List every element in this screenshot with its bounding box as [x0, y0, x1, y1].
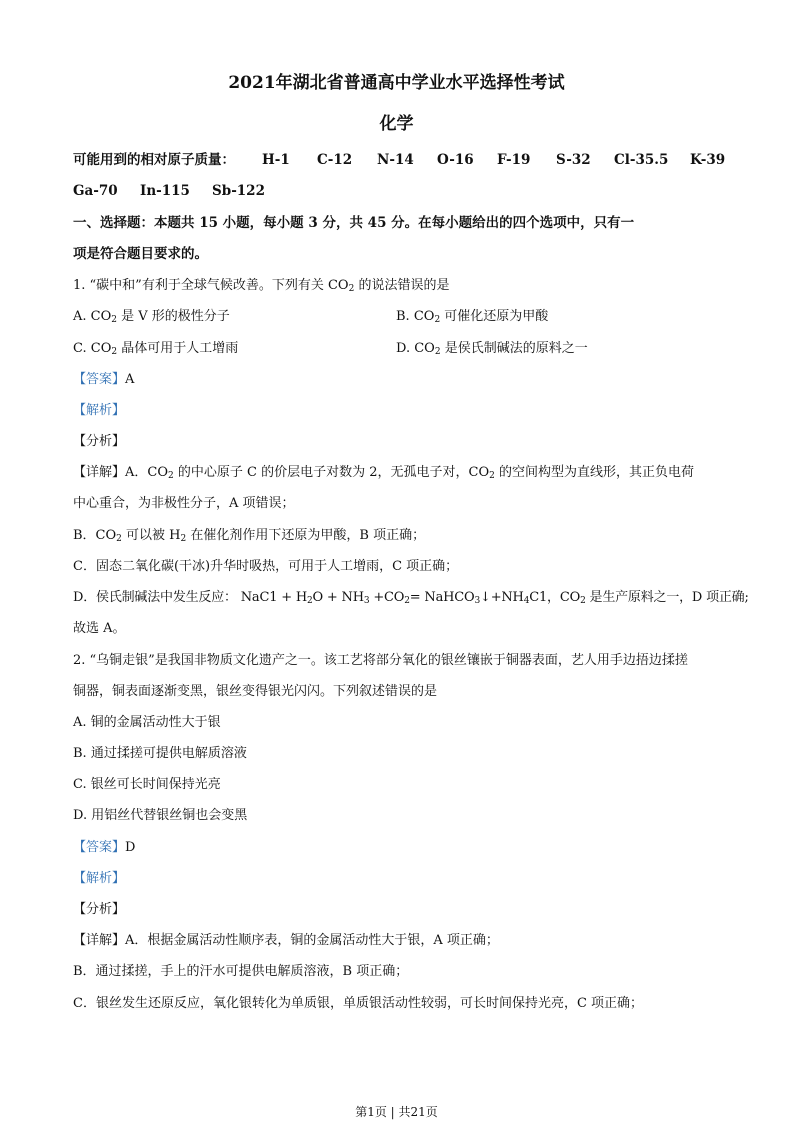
q2-option-b: B. 通过揉搓可提供电解质溶液 [73, 746, 247, 761]
atomic-mass-in: In-115 [140, 183, 190, 199]
q2-fenxi-tag: 【分析】 [73, 902, 126, 917]
atomic-mass-cl: Cl-35.5 [614, 152, 669, 168]
section-heading-line2: 项是符合题目要求的。 [73, 246, 208, 262]
atomic-mass-ga: Ga-70 [73, 183, 118, 199]
q1-stem: 1. “碳中和”有利于全球气候改善。下列有关 $CO_2$ 的说法错误的是 [73, 278, 450, 294]
atomic-mass-n: N-14 [377, 152, 414, 168]
q2-stem-line1: 2. “乌铜走银”是我国非物质文化遗产之一。该工艺将部分氧化的银丝镶嵌于铜器表面，艺人用手边捂边揉搓 [73, 653, 688, 668]
q1-option-a: A. $CO_2$ 是 V 形的极性分子 [73, 309, 230, 325]
q1-option-d: D. $CO_2$ 是侯氏制碱法的原料之一 [396, 341, 588, 357]
q1-detail-line1b: 中心重合，为非极性分子，A 项错误； [73, 496, 295, 511]
q1-jiexi-tag: 【解析】 [73, 403, 126, 418]
q2-detail-line3: C．银丝发生还原反应，氧化银转化为单质银，单质银活动性较弱，可长时间保持光亮，C 项正确； [73, 996, 644, 1011]
subject-title: 化学 [379, 114, 414, 134]
q1-detail-line2: B．$CO_2$ 可以被 $H_2$ 在催化剂作用下还原为甲酸，B 项正确； [73, 528, 426, 544]
q2-stem-line2: 铜器，铜表面逐渐变黑，银丝变得银光闪闪。下列叙述错误的是 [73, 684, 438, 699]
q1-detail-line4: D．侯氏制碱法中发生反应： $NaC1 + H_2O + NH_3 +CO_2=$ $NaHCO_3↓+NH_4C1$，$CO_2$ 是生产原料之一，D 项正确; [73, 590, 749, 606]
atomic-mass-k: K-39 [690, 152, 726, 168]
atomic-mass-s: S-32 [556, 152, 591, 168]
exam-title: 2021年湖北省普通高中学业水平选择性考试 [228, 73, 565, 93]
page-footer: 第1页 | 共21页 [355, 1105, 438, 1119]
q1-detail-line1: 【详解】A．$CO_2$ 的中心原子 C 的价层电子对数为 2，无孤电子对，$CO_2$ 的空间构型为直线形，其正负电荷 [73, 465, 694, 481]
atomic-mass-sb: Sb-122 [212, 183, 265, 199]
q1-option-c: C. $CO_2$ 晶体可用于人工增雨 [73, 341, 239, 357]
q2-detail-line2: B．通过揉搓，手上的汗水可提供电解质溶液，B 项正确； [73, 964, 409, 979]
q2-detail-line1: 【详解】A．根据金属活动性顺序表，铜的金属活动性大于银，A 项正确； [73, 933, 499, 948]
atomic-mass-label: 可能用到的相对原子质量： [73, 152, 235, 168]
atomic-mass-f: F-19 [497, 152, 531, 168]
answer-tag: 【答案】 [73, 372, 126, 387]
atomic-mass-o: O-16 [437, 152, 474, 168]
answer-tag: 【答案】 [73, 840, 126, 855]
q2-option-a: A. 铜的金属活动性大于银 [73, 715, 221, 730]
atomic-mass-h: H-1 [262, 152, 290, 168]
q1-detail-line3: C．固态二氧化碳(干冰)升华时吸热，可用于人工增雨，C 项正确； [73, 559, 459, 574]
q1-option-b: B. $CO_2$ 可催化还原为甲酸 [396, 309, 549, 325]
q2-jiexi-tag: 【解析】 [73, 871, 126, 886]
q2-answer: 【答案】D [73, 840, 136, 855]
q2-option-c: C. 银丝可长时间保持光亮 [73, 777, 221, 792]
section-heading-line1: 一、选择题：本题共 15 小题，每小题 3 分，共 45 分。在每小题给出的四个选项中，只有一 [73, 215, 635, 231]
q1-answer: 【答案】A [73, 372, 135, 387]
q2-option-d: D. 用铝丝代替银丝铜也会变黑 [73, 808, 248, 823]
atomic-mass-c: C-12 [317, 152, 353, 168]
q1-fenxi-tag: 【分析】 [73, 434, 126, 449]
q1-conclusion: 故选 A。 [73, 621, 126, 636]
